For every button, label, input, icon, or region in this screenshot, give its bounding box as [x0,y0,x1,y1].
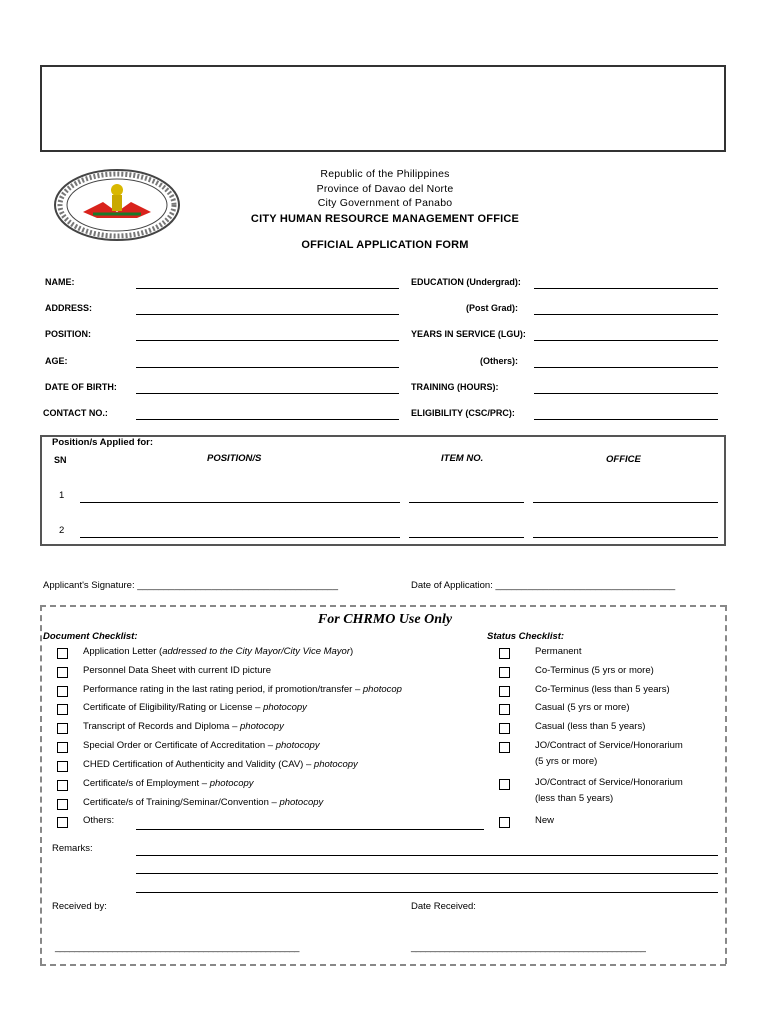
date-received-line[interactable]: _________________________________________________ [411,942,646,953]
years-in-service-label: YEARS IN SERVICE (LGU): [411,329,526,339]
doc-checkbox-8[interactable] [57,780,68,791]
position-row-1-item-no[interactable] [409,502,524,503]
status-checkbox-5[interactable] [499,723,510,734]
position-row-2-office[interactable] [533,537,718,538]
header-republic: Republic of the Philippines [320,168,450,180]
education-postgrad-label: (Post Grad): [466,303,519,313]
status-checkbox-6[interactable] [499,742,510,753]
status-item-jo-less5: JO/Contract of Service/Honorarium [535,777,683,788]
remarks-line-1[interactable] [136,855,718,856]
contact-no-field[interactable] [136,419,399,420]
eligibility-field[interactable] [534,419,718,420]
chrmo-box-bottom-border [40,964,726,966]
status-checkbox-2[interactable] [499,667,510,678]
position-label: POSITION: [45,329,92,339]
date-of-application-line[interactable]: Date of Application: __________________________________ [411,580,676,591]
date-received-label: Date Received: [411,901,476,912]
status-checkbox-7[interactable] [499,779,510,790]
doc-item-2: Personnel Data Sheet with current ID picture [83,665,271,676]
address-label: ADDRESS: [45,303,93,313]
status-item-coterminus-5plus: Co-Terminus (5 yrs or more) [535,665,654,676]
position-row-2-position[interactable] [80,537,400,538]
status-checklist-title: Status Checklist: [487,631,565,642]
remarks-label: Remarks: [52,843,93,854]
date-of-birth-field[interactable] [136,393,399,394]
status-item-coterminus-less5: Co-Terminus (less than 5 years) [535,684,670,695]
doc-checkbox-2[interactable] [57,667,68,678]
header-city: City Government of Panabo [317,197,453,209]
status-item-jo-5plus: JO/Contract of Service/Honorarium [535,740,683,751]
col-office-header: OFFICE [606,454,641,465]
training-hours-field[interactable] [534,393,718,394]
received-by-signature-line[interactable]: ___________________________________________________ [55,942,299,953]
header-province: Province of Davao del Norte [316,183,454,195]
status-item-jo-less5-sub: (less than 5 years) [535,793,614,804]
status-checkbox-8[interactable] [499,817,510,828]
remarks-line-2[interactable] [136,873,718,874]
doc-checkbox-6[interactable] [57,742,68,753]
doc-checkbox-5[interactable] [57,723,68,734]
doc-item-5: Transcript of Records and Diploma – photocopy [83,721,284,732]
header-office: CITY HUMAN RESOURCE MANAGEMENT OFFICE [250,213,520,225]
position-row-1-position[interactable] [80,502,400,503]
status-item-new: New [535,815,555,826]
doc-item-7: CHED Certification of Authenticity and Validity (CAV) – photocopy [83,759,358,770]
chrmo-box-top-border [40,605,726,607]
doc-item-1: Application Letter (addressed to the City Mayor/City Vice Mayor) [83,646,354,657]
name-label: NAME: [45,277,75,287]
chrmo-title: For CHRMO Use Only [317,612,453,627]
contact-no-label: CONTACT NO.: [43,408,108,418]
name-field[interactable] [136,288,399,289]
document-checklist-title: Document Checklist: [43,631,138,642]
col-position-header: POSITION/S [207,453,262,464]
status-item-jo-5plus-sub: (5 yrs or more) [535,756,598,767]
position-row-2-sn: 2 [59,525,65,536]
doc-item-10-others: Others: [83,815,115,826]
chrmo-box-right-border [725,605,727,964]
doc-item-8: Certificate/s of Employment – photocopy [83,778,254,789]
form-title: OFFICIAL APPLICATION FORM [301,239,469,251]
remarks-line-3[interactable] [136,892,718,893]
applicant-signature-line[interactable]: Applicant's Signature: ______________________________________ [43,580,339,591]
date-of-birth-label: DATE OF BIRTH: [45,382,117,392]
doc-checkbox-4[interactable] [57,704,68,715]
status-item-permanent: Permanent [535,646,582,657]
doc-item-6: Special Order or Certificate of Accreditation – photocopy [83,740,320,751]
doc-item-9: Certificate/s of Training/Seminar/Convention – photocopy [83,797,324,808]
col-sn-header: SN [54,455,67,465]
top-blank-box [40,65,726,152]
years-in-service-field[interactable] [534,340,718,341]
received-by-label: Received by: [52,901,107,912]
others-field[interactable] [136,829,484,830]
years-others-field[interactable] [534,367,718,368]
chrmo-box-left-border [40,605,42,964]
status-checkbox-4[interactable] [499,704,510,715]
doc-checkbox-7[interactable] [57,761,68,772]
status-item-casual-less5: Casual (less than 5 years) [535,721,646,732]
position-row-1-sn: 1 [59,490,65,501]
positions-applied-title: Position/s Applied for: [52,437,153,448]
education-undergrad-label: EDUCATION (Undergrad): [411,277,521,287]
status-checkbox-3[interactable] [499,686,510,697]
doc-checkbox-3[interactable] [57,686,68,697]
doc-checkbox-1[interactable] [57,648,68,659]
doc-checkbox-10[interactable] [57,817,68,828]
positions-applied-box [40,435,726,546]
age-label: AGE: [45,356,68,366]
position-field[interactable] [136,340,399,341]
doc-checkbox-9[interactable] [57,799,68,810]
eligibility-label: ELIGIBILITY (CSC/PRC): [411,408,515,418]
address-field[interactable] [136,314,399,315]
position-row-2-item-no[interactable] [409,537,524,538]
age-field[interactable] [136,367,399,368]
doc-item-4: Certificate of Eligibility/Rating or License – photocopy [83,702,307,713]
years-others-label: (Others): [480,356,518,366]
position-row-1-office[interactable] [533,502,718,503]
col-item-no-header: ITEM NO. [441,453,484,464]
status-item-casual-5plus: Casual (5 yrs or more) [535,702,630,713]
doc-item-3: Performance rating in the last rating period, if promotion/transfer – photocop [83,684,402,695]
education-undergrad-field[interactable] [534,288,718,289]
education-postgrad-field[interactable] [534,314,718,315]
training-hours-label: TRAINING (HOURS): [411,382,499,392]
status-checkbox-1[interactable] [499,648,510,659]
